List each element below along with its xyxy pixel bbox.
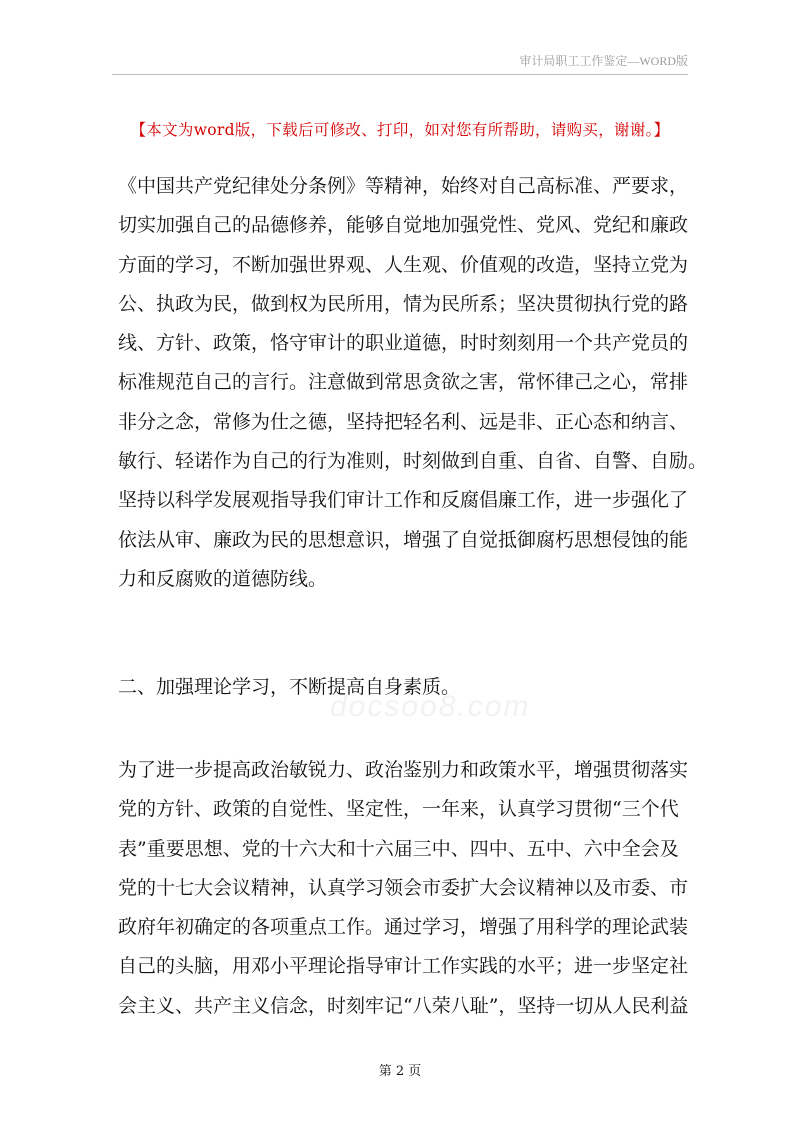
text-line: 切实加强自己的品德修养，能够自觉地加强党性、党风、党纪和廉政 xyxy=(118,214,689,237)
download-notice: 【本文为word版，下载后可修改、打印，如对您有所帮助，请购买，谢谢。】 xyxy=(130,121,670,139)
text-line: 依法从审、廉政为民的思想意识，增强了自觉抵御腐朽思想侵蚀的能 xyxy=(118,528,689,551)
text-line: 线、方针、政策，恪守审计的职业道德，时时刻刻用一个共产党员的 xyxy=(118,332,689,355)
text-line: 非分之念，常修为仕之德，坚持把轻名利、远是非、正心态和纳言、 xyxy=(118,410,689,433)
text-line: 表”重要思想、党的十六大和十六届三中、四中、五中、六中全会及 xyxy=(118,837,679,860)
text-line: 《中国共产党纪律处分条例》等精神，始终对自己高标准、严要求， xyxy=(118,175,689,197)
text-line: 政府年初确定的各项重点工作。通过学习，增强了用科学的理论武装 xyxy=(118,916,689,939)
text-line: 力和反腐败的道德防线。 xyxy=(118,567,328,590)
text-line: 为了进一步提高政治敏锐力、政治鉴别力和政策水平，增强贯彻落实 xyxy=(118,759,689,781)
page-number: 第 2 页 xyxy=(378,1064,422,1079)
heading-text: 二、加强理论学习，不断提高自身素质。 xyxy=(118,676,461,698)
text-line: 党的方针、政策的自觉性、坚定性，一年来，认真学习贯彻“三个代 xyxy=(118,798,679,821)
page-header-title: 审计局职工工作鉴定—WORD版 xyxy=(519,54,688,68)
body-paragraph-2 xyxy=(118,751,689,1026)
text-line: 标准规范自己的言行。注意做到常思贪欲之害，常怀律己之心，常排 xyxy=(118,371,689,394)
text-line: 会主义、共产主义信念，时刻牢记“八荣八耻”，坚持一切从人民利益 xyxy=(118,994,689,1017)
watermark: docsoo8.com xyxy=(330,690,531,723)
text-line: 党的十七大会议精神，认真学习领会市委扩大会议精神以及市委、市 xyxy=(118,876,689,899)
text-line: 公、执政为民，做到权为民所用，情为民所系；坚决贯彻执行党的路 xyxy=(118,292,689,315)
body-paragraph-1 xyxy=(118,167,708,599)
text-line: 坚持以科学发展观指导我们审计工作和反腐倡廉工作，进一步强化了 xyxy=(118,489,689,512)
text-line: 敏行、轻诺作为自己的行为准则，时刻做到自重、自省、自警、自励。 xyxy=(118,450,708,473)
text-line: 自己的头脑，用邓小平理论指导审计工作实践的水平；进一步坚定社 xyxy=(118,955,689,978)
text-line: 方面的学习，不断加强世界观、人生观、价值观的改造，坚持立党为 xyxy=(118,253,689,276)
header-divider xyxy=(112,74,688,75)
